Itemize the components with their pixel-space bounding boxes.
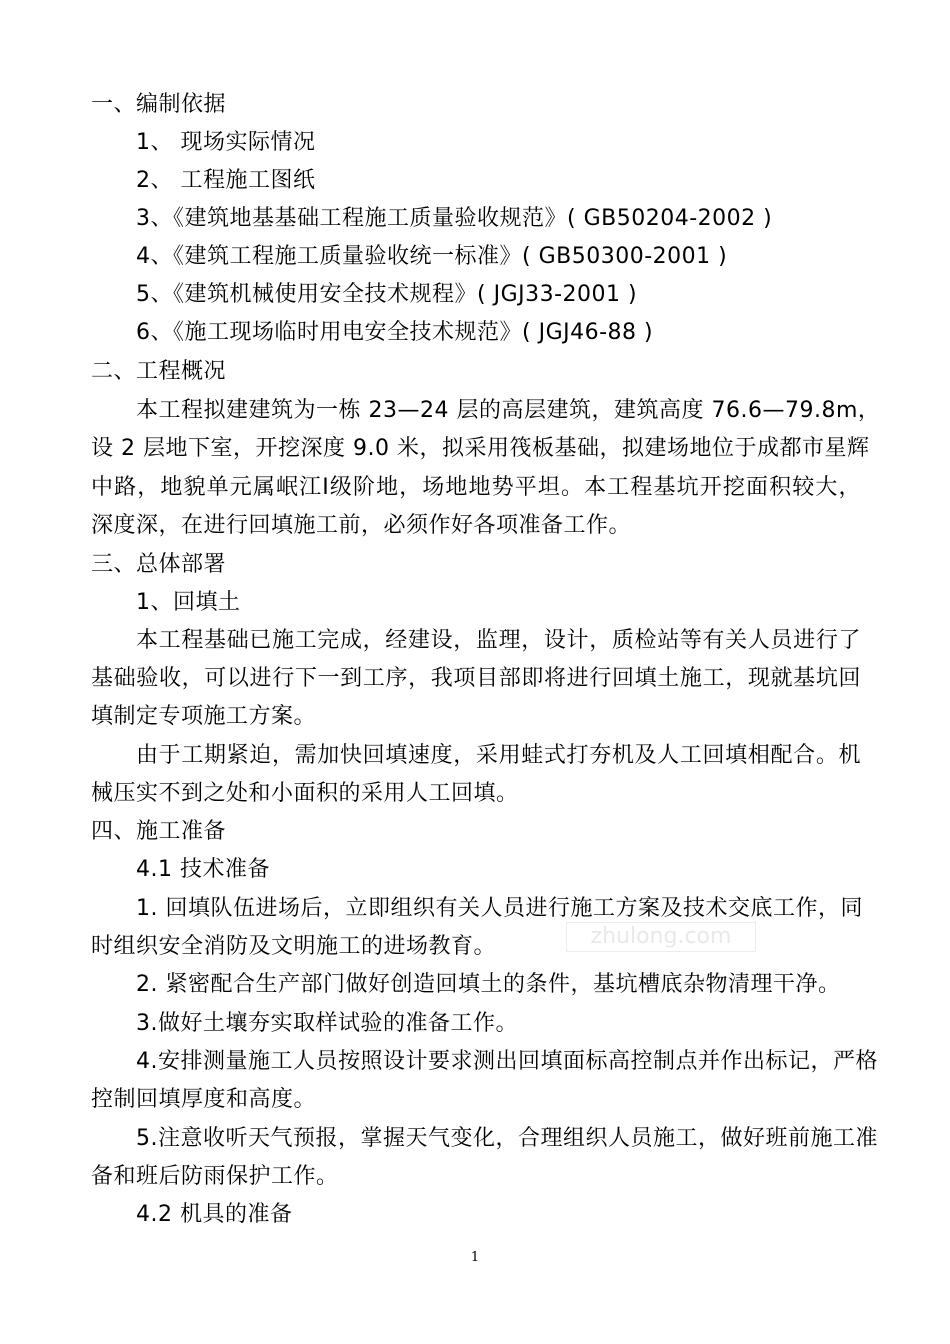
tech-item-line: 5.注意收听天气预报，掌握天气变化，合理组织人员施工，做好班前施工准 [136,1126,878,1151]
backfill-para-line: 由于工期紧迫，需加快回填速度，采用蛙式打夯机及人工回填相配合。机 [136,743,861,768]
heading-deployment: 三、总体部署 [91,552,227,577]
basis-item-2: 2、 工程施工图纸 [136,168,316,193]
tech-item-line: 控制回填厚度和高度。 [91,1087,317,1112]
overview-line: 深度深，在进行回填施工前，必须作好各项准备工作。 [91,513,632,538]
backfill-para-line: 基础验收，可以进行下一到工序，我项目部即将进行回填土施工，现就基坑回 [91,666,861,691]
subheading-backfill: 1、回填土 [136,590,241,615]
subheading-equipment: 4.2 机具的准备 [136,1202,293,1227]
tech-item-line: 2. 紧密配合生产部门做好创造回填土的条件，基坑槽底杂物清理干净。 [136,972,841,997]
backfill-para-line: 本工程基础已施工完成，经建设，监理，设计，质检站等有关人员进行了 [136,628,861,653]
backfill-para-line: 填制定专项施工方案。 [91,704,317,729]
basis-item-1: 1、 现场实际情况 [136,130,316,155]
overview-line: 中路，地貌单元属岷江Ⅰ级阶地，场地地势平坦。本工程基坑开挖面积较大， [91,475,861,500]
tech-item-line: 备和班后防雨保护工作。 [91,1164,339,1189]
basis-item-6: 6、《施工现场临时用电安全技术规范》( JGJ46-88 ) [136,320,654,345]
tech-item-line: 3.做好土壤夯实取样试验的准备工作。 [136,1011,518,1036]
heading-preparation: 四、施工准备 [91,819,227,844]
tech-item-line: 1. 回填队伍进场后，立即组织有关人员进行施工方案及技术交底工作，同 [136,896,863,921]
basis-item-5: 5、《建筑机械使用安全技术规程》( JGJ33-2001 ) [136,282,638,307]
overview-line: 本工程拟建建筑为一栋 23—24 层的高层建筑，建筑高度 76.6—79.8m， [136,398,881,423]
page-number: 1 [470,1250,480,1265]
subheading-technical: 4.1 技术准备 [136,857,270,882]
watermark: zhulong.com [566,922,756,952]
backfill-para-line: 械压实不到之处和小面积的采用人工回填。 [91,781,519,806]
basis-item-3: 3、《建筑地基基础工程施工质量验收规范》( GB50204-2002 ) [136,206,773,231]
tech-item-line: 4.安排测量施工人员按照设计要求测出回填面标高控制点并作出标记，严格 [136,1049,878,1074]
heading-overview: 二、工程概况 [91,359,227,384]
basis-item-4: 4、《建筑工程施工质量验收统一标准》( GB50300-2001 ) [136,244,728,269]
heading-basis: 一、编制依据 [91,92,227,117]
overview-line: 设 2 层地下室，开挖深度 9.0 米，拟采用筏板基础，拟建场地位于成都市星辉 [91,436,870,461]
tech-item-line: 时组织安全消防及文明施工的进场教育。 [91,934,497,959]
